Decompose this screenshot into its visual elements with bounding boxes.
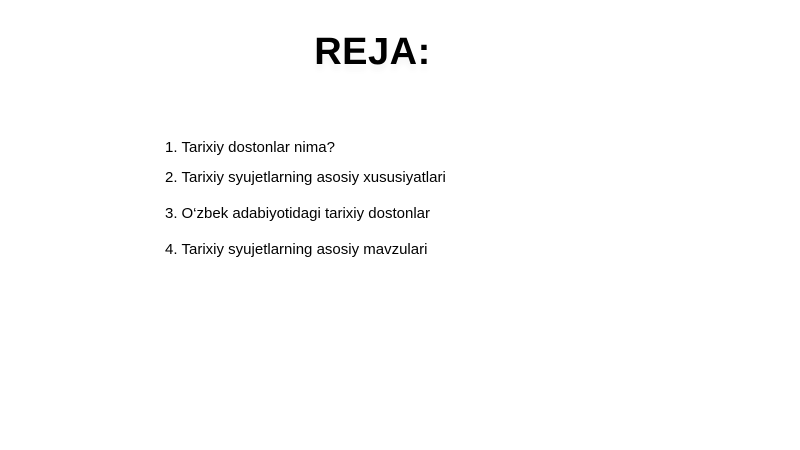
- plan-item-1: [165, 138, 335, 158]
- plan-item-number: 2.: [165, 169, 178, 186]
- slide-title: REJA:: [314, 31, 431, 73]
- plan-item-3: [165, 204, 430, 224]
- plan-item-text: Tarixiy syujetlarning asosiy xususiyatlari: [181, 169, 446, 186]
- plan-item-number: 3.: [165, 205, 178, 222]
- plan-item-text: Tarixiy dostonlar nima?: [181, 139, 335, 156]
- plan-item-number: 4.: [165, 241, 178, 258]
- plan-item-text: Tarixiy syujetlarning asosiy mavzulari: [181, 241, 428, 258]
- plan-item-text: O‘zbek adabiyotidagi tarixiy dostonlar: [181, 205, 430, 222]
- plan-item-4: [165, 240, 427, 260]
- plan-item-number: 1.: [165, 139, 178, 156]
- plan-item-2: [165, 168, 446, 188]
